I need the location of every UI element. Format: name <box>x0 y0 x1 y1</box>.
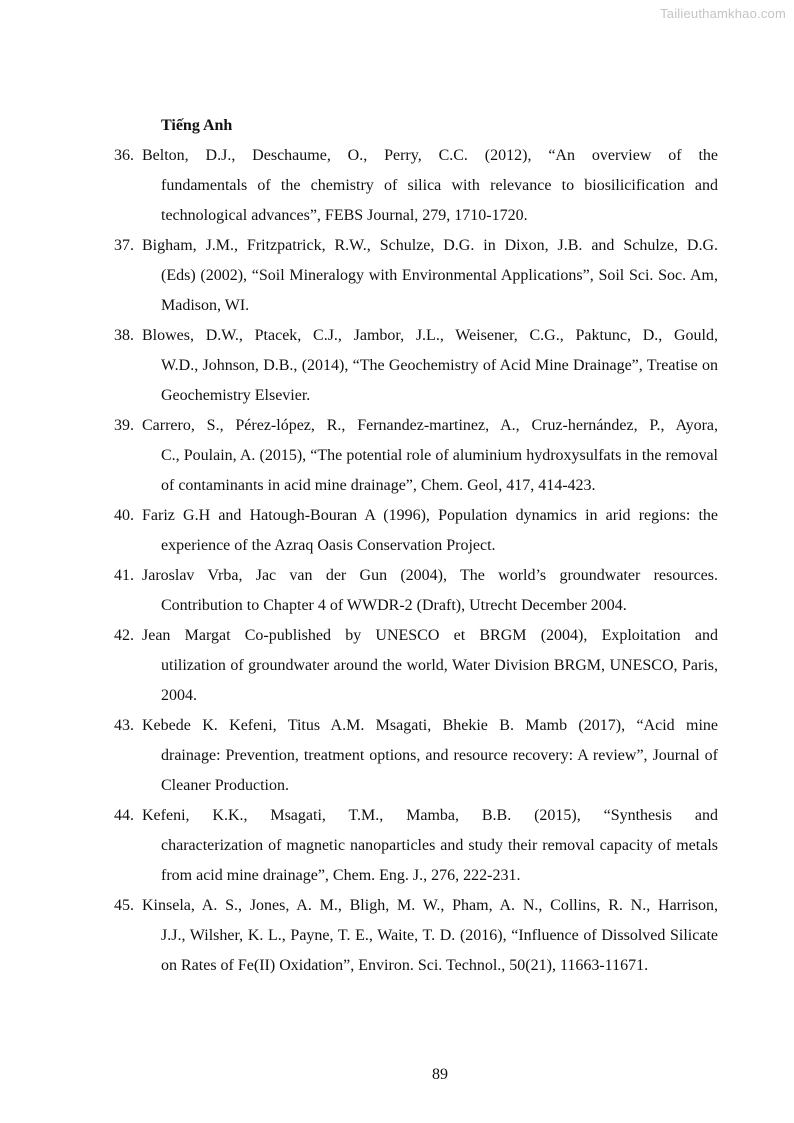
reference-list <box>114 141 718 981</box>
reference-text: fundamentals of the chemistry of silica with relevance to biosilicification and technological advances”, FEBS Journal, 279, 1710-1720. <box>161 177 718 224</box>
reference-text-first-line: Blowes, D.W., Ptacek, C.J., Jambor, J.L., Weisener, C.G., Paktunc, D., Gould, <box>142 327 718 344</box>
reference-number: 38. <box>114 327 134 344</box>
page-number: 89 <box>432 1066 448 1083</box>
reference-text-first-line: Kefeni, K.K., Msagati, T.M., Mamba, B.B. (2015), “Synthesis and <box>142 807 718 824</box>
reference-item <box>114 801 718 891</box>
reference-number: 37. <box>114 237 134 254</box>
reference-number: 40. <box>114 507 134 524</box>
reference-number: 42. <box>114 627 134 644</box>
reference-text: experience of the Azraq Oasis Conservation Project. <box>161 537 496 554</box>
watermark: Tailieuthamkhao.com <box>660 6 786 21</box>
reference-number: 41. <box>114 567 134 584</box>
reference-number: 45. <box>114 897 134 914</box>
reference-text: W.D., Johnson, D.B., (2014), “The Geochemistry of Acid Mine Drainage”, Treatise on Geochemistry Elsevier. <box>161 357 718 404</box>
reference-item <box>114 711 718 801</box>
reference-text: (Eds) (2002), “Soil Mineralogy with Environmental Applications”, Soil Sci. Soc. Am, Madison, WI. <box>161 267 718 314</box>
reference-text-first-line: Carrero, S., Pérez-lópez, R., Fernandez-martinez, A., Cruz-hernández, P., Ayora, <box>142 417 718 434</box>
reference-text-first-line: Fariz G.H and Hatough-Bouran A (1996), Population dynamics in arid regions: the <box>142 507 718 524</box>
reference-number: 43. <box>114 717 134 734</box>
reference-text: J.J., Wilsher, K. L., Payne, T. E., Waite, T. D. (2016), “Influence of Dissolved Silicate on Rates of Fe(II) Oxidation”, Environ. Sci. Technol., 50(21), 11663-11671. <box>161 927 718 974</box>
reference-text: Contribution to Chapter 4 of WWDR-2 (Draft), Utrecht December 2004. <box>161 597 627 614</box>
reference-item <box>114 321 718 411</box>
reference-text-first-line: Kebede K. Kefeni, Titus A.M. Msagati, Bhekie B. Mamb (2017), “Acid mine <box>142 717 718 734</box>
reference-text: C., Poulain, A. (2015), “The potential role of aluminium hydroxysulfats in the removal of contaminants in acid mine drainage”, Chem. Geol, 417, 414-423. <box>161 447 718 494</box>
reference-text: drainage: Prevention, treatment options, and resource recovery: A review”, Journal of Cleaner Production. <box>161 747 718 794</box>
reference-number: 36. <box>114 147 134 164</box>
reference-text-first-line: Jaroslav Vrba, Jac van der Gun (2004), The world’s groundwater resources. <box>142 567 718 584</box>
reference-item <box>114 621 718 711</box>
reference-item <box>114 411 718 501</box>
reference-text-first-line: Jean Margat Co-published by UNESCO et BRGM (2004), Exploitation and <box>142 627 718 644</box>
reference-item <box>114 501 718 561</box>
reference-text-first-line: Belton, D.J., Deschaume, O., Perry, C.C. (2012), “An overview of the <box>142 147 718 164</box>
reference-item <box>114 141 718 231</box>
section-heading: Tiếng Anh <box>161 117 233 134</box>
reference-section <box>114 111 718 981</box>
reference-item <box>114 561 718 621</box>
reference-item <box>114 891 718 981</box>
reference-text-first-line: Kinsela, A. S., Jones, A. M., Bligh, M. W., Pham, A. N., Collins, R. N., Harrison, <box>142 897 718 914</box>
reference-item <box>114 231 718 321</box>
reference-number: 44. <box>114 807 134 824</box>
reference-text-first-line: Bigham, J.M., Fritzpatrick, R.W., Schulze, D.G. in Dixon, J.B. and Schulze, D.G. <box>142 237 718 254</box>
reference-number: 39. <box>114 417 134 434</box>
reference-text: utilization of groundwater around the world, Water Division BRGM, UNESCO, Paris, 2004. <box>161 657 718 704</box>
reference-text: characterization of magnetic nanoparticles and study their removal capacity of metals from acid mine drainage”, Chem. Eng. J., 276, 222-231. <box>161 837 718 884</box>
